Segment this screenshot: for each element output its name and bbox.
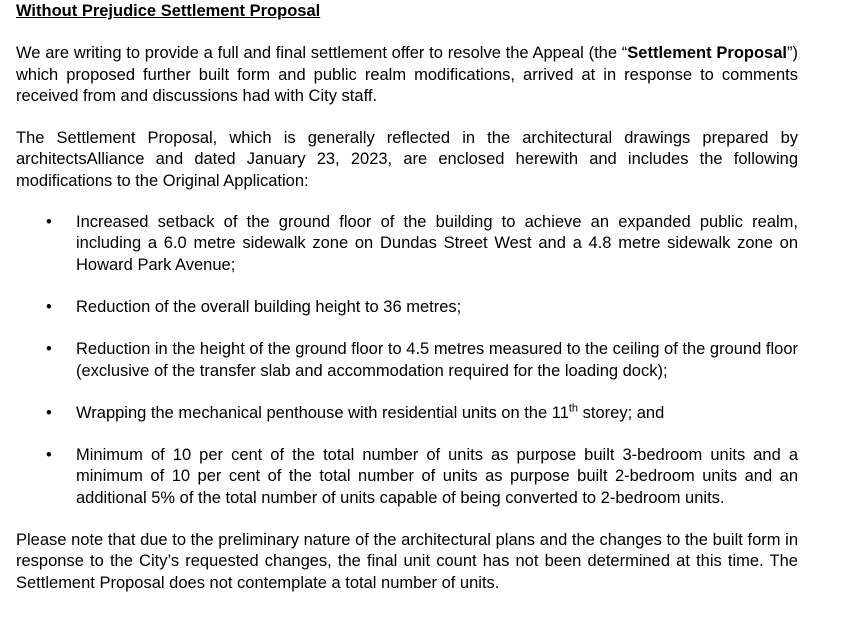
list-item bbox=[16, 212, 798, 276]
intro-paragraph bbox=[16, 43, 798, 107]
bullet-icon: • bbox=[46, 297, 52, 316]
list-item-text: Minimum of 10 per cent of the total number of units as purpose built 3-bedroom units and a minimum of 10 per cent of the total number of units as purpose built 2-bedroom units and an additional 5% of the total number of units capable of being converted to 2-bedroom units. bbox=[76, 446, 798, 507]
list-item bbox=[16, 403, 798, 424]
defined-term-settlement-proposal: Settlement Proposal bbox=[627, 44, 787, 63]
modifications-list bbox=[16, 212, 798, 509]
list-item-text: Reduction in the height of the ground floor to 4.5 metres measured to the ceiling of the ground floor (exclusive of the transfer slab and accommodation required for the loading dock); bbox=[76, 340, 798, 380]
list-item bbox=[16, 445, 798, 509]
list-item bbox=[16, 339, 798, 382]
closing-paragraph: Please note that due to the preliminary nature of the architectural plans and the changes to the built form in response to the City’s requested changes, the final unit count has not been determined at this time. The Settlement Proposal does not contemplate a total number of units. bbox=[16, 531, 798, 592]
modifications-intro-paragraph: The Settlement Proposal, which is generally reflected in the architectural drawings prepared by architectsAlliance and dated January 23, 2023, are enclosed herewith and includes the following modifications to the Original Application: bbox=[16, 129, 798, 190]
list-item-text-start: Wrapping the mechanical penthouse with residential units on the 11 bbox=[76, 403, 569, 422]
ordinal-superscript: th bbox=[568, 402, 579, 415]
list-item bbox=[16, 297, 798, 318]
list-item-text: Reduction of the overall building height to 36 metres; bbox=[76, 297, 462, 316]
intro-text-end: ”) which proposed further built form and public realm modifications, arrived at in response to comments received from and discussions had with City staff. bbox=[16, 44, 798, 105]
document-heading: Without Prejudice Settlement Proposal bbox=[16, 2, 321, 20]
bullet-icon: • bbox=[46, 340, 52, 359]
intro-text-start: We are writing to provide a full and final settlement offer to resolve the Appeal (the “ bbox=[16, 44, 628, 63]
bullet-icon: • bbox=[46, 213, 52, 232]
list-item-text-end: storey; and bbox=[578, 403, 665, 422]
bullet-icon: • bbox=[46, 446, 52, 465]
list-item-text bbox=[76, 404, 664, 422]
bullet-icon: • bbox=[46, 403, 52, 422]
list-item-text: Increased setback of the ground floor of the building to achieve an expanded public realm, including a 6.0 metre sidewalk zone on Dundas Street West and a 4.8 metre sidewalk zone on Howard Park Avenue; bbox=[76, 213, 798, 274]
